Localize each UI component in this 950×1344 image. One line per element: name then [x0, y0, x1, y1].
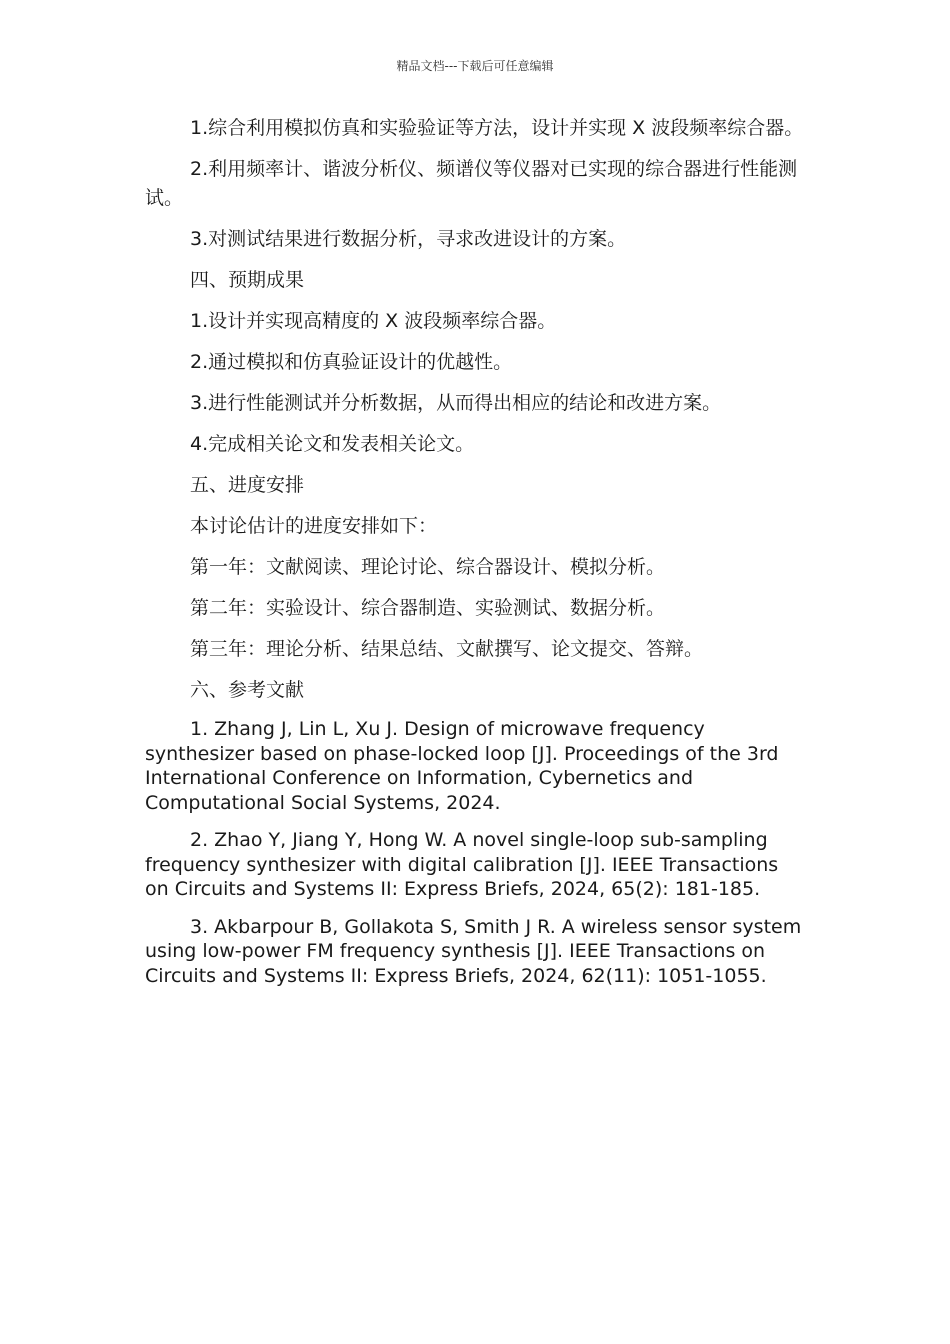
expected-result-4: 4.完成相关论文和发表相关论文。	[190, 433, 475, 455]
page-header: 精品文档---下载后可任意编辑	[396, 59, 554, 73]
objective-item-3: 3.对测试结果进行数据分析，寻求改进设计的方案。	[190, 228, 627, 250]
document-body	[145, 114, 805, 1001]
schedule-year-1: 第一年：文献阅读、理论讨论、综合器设计、模拟分析。	[190, 556, 666, 578]
schedule-year-2: 第二年：实验设计、综合器制造、实验测试、数据分析。	[190, 597, 666, 619]
expected-result-2: 2.通过模拟和仿真验证设计的优越性。	[190, 351, 513, 373]
objective-item-1: 1.综合利用模拟仿真和实验验证等方法，设计并实现 X 波段频率综合器。	[190, 117, 804, 139]
section-heading-expected-results: 四、预期成果	[190, 269, 305, 291]
schedule-year-3: 第三年：理论分析、结果总结、文献撰写、论文提交、答辩。	[190, 638, 704, 660]
reference-item-2: 2. Zhao Y, Jiang Y, Hong W. A novel single-loop sub-sampling frequency synthesizer with digital calibration [J]. IEEE Transactions on Circuits and Systems II: Express Briefs, 2024, 65(2): 181-185.	[145, 829, 779, 900]
reference-item-1: 1. Zhang J, Lin L, Xu J. Design of microwave frequency synthesizer based on phase-locked loop [J]. Proceedings of the 3rd International Conference on Information, Cybernetics and Computational Social Systems, 2024.	[145, 718, 779, 814]
section-heading-schedule: 五、进度安排	[190, 474, 305, 496]
schedule-intro: 本讨论估计的进度安排如下：	[190, 515, 438, 537]
expected-result-1: 1.设计并实现高精度的 X 波段频率综合器。	[190, 310, 557, 332]
reference-item-3: 3. Akbarpour B, Gollakota S, Smith J R. A wireless sensor system using low-power FM frequency synthesis [J]. IEEE Transactions on Circuits and Systems II: Express Briefs, 2024, 62(11): 1051-1055.	[145, 915, 802, 987]
section-heading-references: 六、参考文献	[190, 679, 305, 701]
objective-item-2: 2.利用频率计、谐波分析仪、频谱仪等仪器对已实现的综合器进行性能测试。	[145, 158, 798, 209]
expected-result-3: 3.进行性能测试并分析数据，从而得出相应的结论和改进方案。	[190, 392, 722, 414]
